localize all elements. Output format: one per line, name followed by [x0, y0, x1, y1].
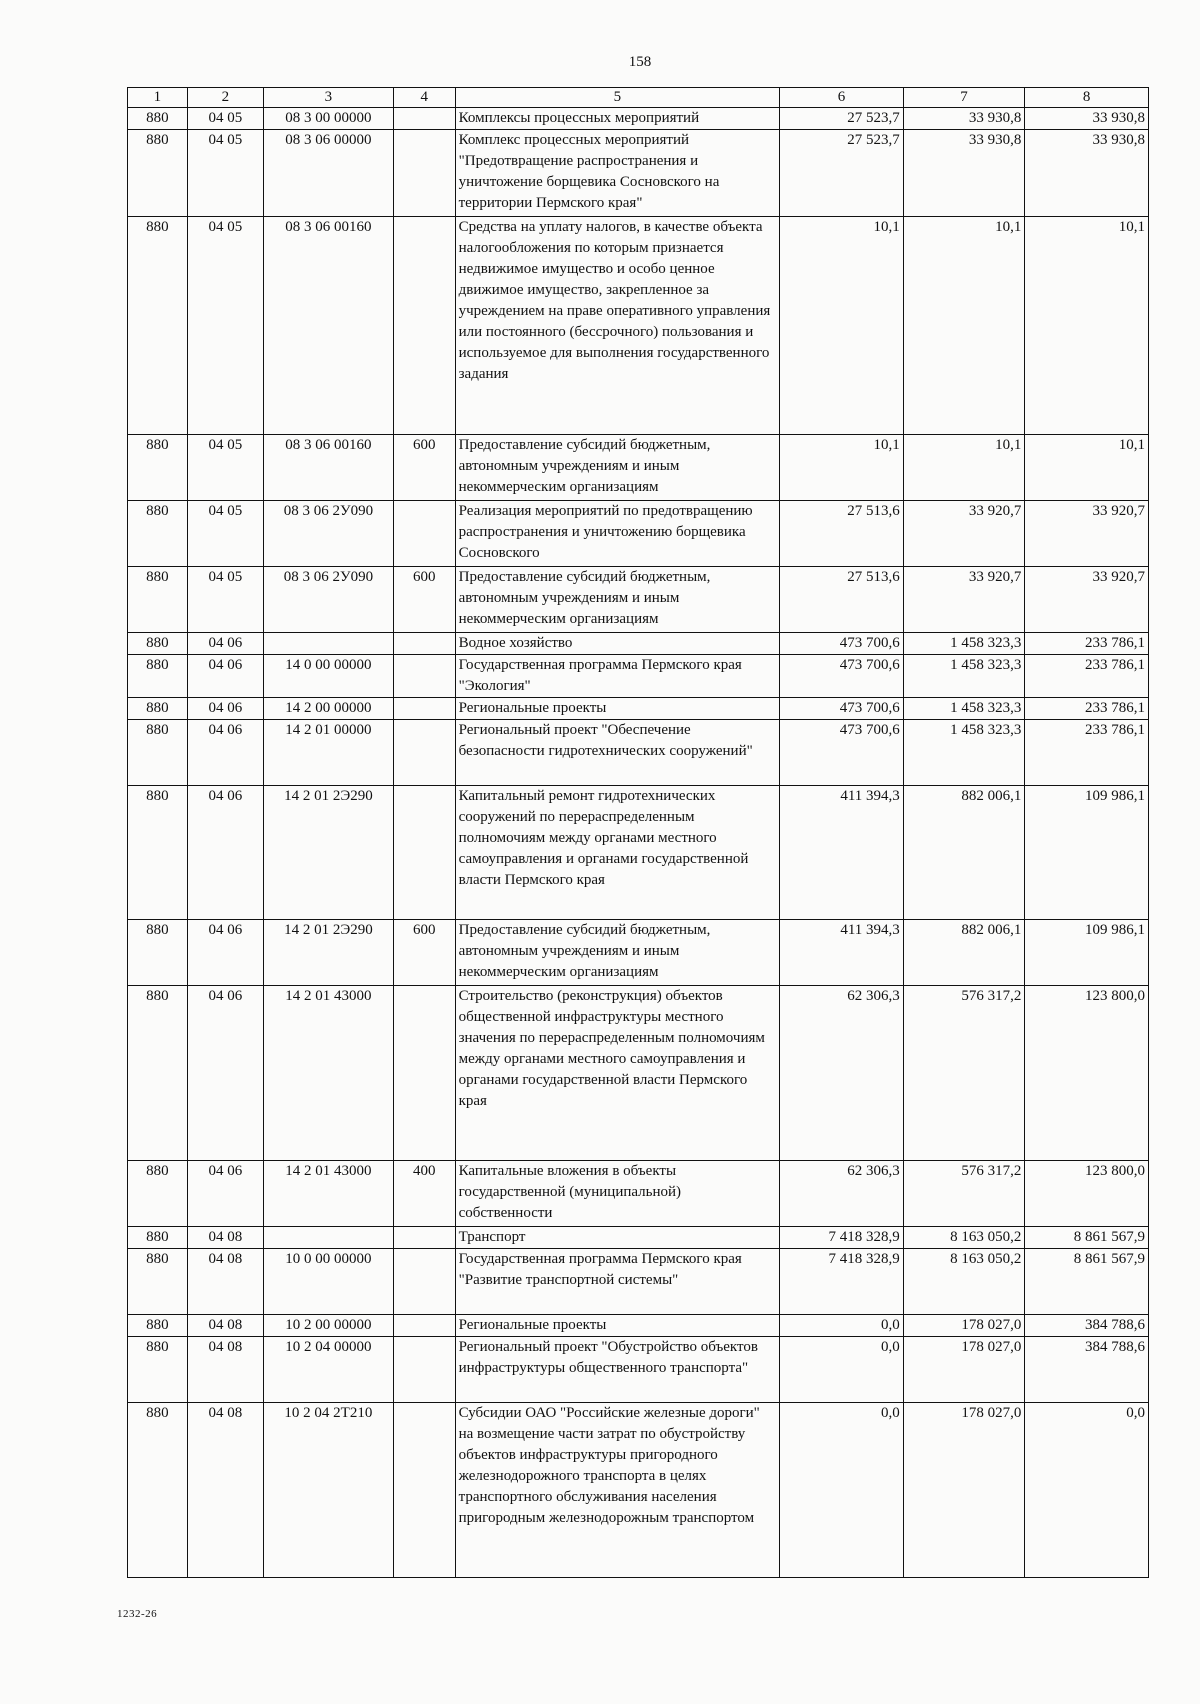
section-cell: 04 06	[187, 986, 263, 1161]
amount-cell: 109 986,1	[1025, 786, 1149, 920]
code-cell: 880	[128, 435, 188, 501]
section-cell: 04 06	[187, 1161, 263, 1227]
code-cell: 880	[128, 567, 188, 633]
target-article-cell: 14 2 01 43000	[263, 1161, 393, 1227]
column-header: 4	[393, 88, 455, 108]
target-article-cell: 14 2 01 00000	[263, 720, 393, 786]
amount-cell: 33 920,7	[1025, 501, 1149, 567]
table-row	[128, 130, 1149, 217]
amount-cell: 33 920,7	[1025, 567, 1149, 633]
description-cell: Предоставление субсидий бюджетным, автономным учреждениям и иным некоммерческим организациям	[455, 435, 780, 501]
budget-table	[127, 87, 1149, 1578]
amount-cell: 0,0	[780, 1337, 904, 1403]
table-row	[128, 1337, 1149, 1403]
target-article-cell: 14 2 01 2Э290	[263, 786, 393, 920]
amount-cell: 10,1	[780, 435, 904, 501]
amount-cell: 33 920,7	[903, 567, 1025, 633]
section-cell: 04 05	[187, 435, 263, 501]
amount-cell: 233 786,1	[1025, 655, 1149, 698]
table-row	[128, 698, 1149, 720]
target-article-cell: 08 3 06 00000	[263, 130, 393, 217]
section-cell: 04 05	[187, 108, 263, 130]
code-cell: 880	[128, 720, 188, 786]
column-header: 7	[903, 88, 1025, 108]
target-article-cell: 08 3 06 00160	[263, 435, 393, 501]
amount-cell: 8 861 567,9	[1025, 1227, 1149, 1249]
table-row	[128, 720, 1149, 786]
amount-cell: 62 306,3	[780, 986, 904, 1161]
amount-cell: 27 513,6	[780, 567, 904, 633]
target-article-cell: 08 3 00 00000	[263, 108, 393, 130]
description-cell: Государственная программа Пермского края "Экология"	[455, 655, 780, 698]
amount-cell: 8 861 567,9	[1025, 1249, 1149, 1315]
column-header-row	[128, 88, 1149, 108]
code-cell: 880	[128, 655, 188, 698]
amount-cell: 10,1	[1025, 217, 1149, 435]
table-row	[128, 567, 1149, 633]
description-cell: Транспорт	[455, 1227, 780, 1249]
column-header: 1	[128, 88, 188, 108]
description-cell: Капитальные вложения в объекты государственной (муниципальной) собственности	[455, 1161, 780, 1227]
amount-cell: 7 418 328,9	[780, 1249, 904, 1315]
target-article-cell: 10 2 04 00000	[263, 1337, 393, 1403]
expense-type-cell: 600	[393, 567, 455, 633]
target-article-cell: 14 2 01 43000	[263, 986, 393, 1161]
amount-cell: 10,1	[780, 217, 904, 435]
expense-type-cell	[393, 655, 455, 698]
amount-cell: 8 163 050,2	[903, 1227, 1025, 1249]
table-row	[128, 1161, 1149, 1227]
target-article-cell: 14 2 00 00000	[263, 698, 393, 720]
table-row	[128, 217, 1149, 435]
amount-cell: 33 930,8	[1025, 130, 1149, 217]
amount-cell: 473 700,6	[780, 720, 904, 786]
table-row	[128, 1249, 1149, 1315]
table-row	[128, 655, 1149, 698]
code-cell: 880	[128, 920, 188, 986]
column-header: 8	[1025, 88, 1149, 108]
code-cell: 880	[128, 1227, 188, 1249]
table-row	[128, 986, 1149, 1161]
description-cell: Региональные проекты	[455, 1315, 780, 1337]
amount-cell: 33 930,8	[903, 108, 1025, 130]
table-row	[128, 1227, 1149, 1249]
code-cell: 880	[128, 786, 188, 920]
code-cell: 880	[128, 108, 188, 130]
amount-cell: 0,0	[780, 1315, 904, 1337]
expense-type-cell	[393, 1403, 455, 1578]
table-row	[128, 1315, 1149, 1337]
amount-cell: 882 006,1	[903, 920, 1025, 986]
code-cell: 880	[128, 986, 188, 1161]
expense-type-cell: 600	[393, 920, 455, 986]
amount-cell: 27 523,7	[780, 108, 904, 130]
amount-cell: 411 394,3	[780, 920, 904, 986]
amount-cell: 473 700,6	[780, 633, 904, 655]
target-article-cell: 08 3 06 2У090	[263, 567, 393, 633]
code-cell: 880	[128, 1161, 188, 1227]
section-cell: 04 06	[187, 633, 263, 655]
amount-cell: 0,0	[1025, 1403, 1149, 1578]
target-article-cell: 10 2 04 2Т210	[263, 1403, 393, 1578]
target-article-cell: 14 2 01 2Э290	[263, 920, 393, 986]
amount-cell: 1 458 323,3	[903, 633, 1025, 655]
amount-cell: 473 700,6	[780, 698, 904, 720]
target-article-cell	[263, 1227, 393, 1249]
amount-cell: 178 027,0	[903, 1315, 1025, 1337]
section-cell: 04 06	[187, 720, 263, 786]
expense-type-cell	[393, 1337, 455, 1403]
target-article-cell: 08 3 06 00160	[263, 217, 393, 435]
column-header: 5	[455, 88, 780, 108]
expense-type-cell	[393, 720, 455, 786]
code-cell: 880	[128, 698, 188, 720]
expense-type-cell	[393, 501, 455, 567]
description-cell: Субсидии ОАО "Российские железные дороги" на возмещение части затрат по обустройству объектов инфраструктуры пригородного железнодорожного транспорта в целях транспортного обслуживания населения пригородным железнодорожным транспортом	[455, 1403, 780, 1578]
description-cell: Строительство (реконструкция) объектов общественной инфраструктуры местного значения по перераспределенным полномочиям между органами местного самоуправления и органами государственной власти Пермского края	[455, 986, 780, 1161]
code-cell: 880	[128, 217, 188, 435]
description-cell: Комплексы процессных мероприятий	[455, 108, 780, 130]
amount-cell: 27 513,6	[780, 501, 904, 567]
target-article-cell: 10 2 00 00000	[263, 1315, 393, 1337]
code-cell: 880	[128, 1337, 188, 1403]
amount-cell: 576 317,2	[903, 1161, 1025, 1227]
section-cell: 04 08	[187, 1315, 263, 1337]
amount-cell: 882 006,1	[903, 786, 1025, 920]
amount-cell: 123 800,0	[1025, 1161, 1149, 1227]
amount-cell: 7 418 328,9	[780, 1227, 904, 1249]
description-cell: Государственная программа Пермского края "Развитие транспортной системы"	[455, 1249, 780, 1315]
section-cell: 04 06	[187, 698, 263, 720]
target-article-cell	[263, 633, 393, 655]
table-row	[128, 920, 1149, 986]
amount-cell: 178 027,0	[903, 1403, 1025, 1578]
amount-cell: 411 394,3	[780, 786, 904, 920]
description-cell: Комплекс процессных мероприятий "Предотвращение распространения и уничтожение борщевика Сосновского на территории Пермского края"	[455, 130, 780, 217]
amount-cell: 384 788,6	[1025, 1337, 1149, 1403]
table-row	[128, 501, 1149, 567]
amount-cell: 8 163 050,2	[903, 1249, 1025, 1315]
amount-cell: 123 800,0	[1025, 986, 1149, 1161]
amount-cell: 233 786,1	[1025, 698, 1149, 720]
description-cell: Региональный проект "Обустройство объектов инфраструктуры общественного транспорта"	[455, 1337, 780, 1403]
table-row	[128, 633, 1149, 655]
description-cell: Региональные проекты	[455, 698, 780, 720]
table-row	[128, 435, 1149, 501]
section-cell: 04 06	[187, 920, 263, 986]
description-cell: Водное хозяйство	[455, 633, 780, 655]
table-row	[128, 786, 1149, 920]
section-cell: 04 05	[187, 130, 263, 217]
target-article-cell: 08 3 06 2У090	[263, 501, 393, 567]
table-body	[128, 108, 1149, 1578]
amount-cell: 33 920,7	[903, 501, 1025, 567]
code-cell: 880	[128, 1315, 188, 1337]
section-cell: 04 08	[187, 1403, 263, 1578]
expense-type-cell	[393, 1315, 455, 1337]
description-cell: Капитальный ремонт гидротехнических сооружений по перераспределенным полномочиям между органами местного самоуправления и органами государственной власти Пермского края	[455, 786, 780, 920]
expense-type-cell	[393, 217, 455, 435]
footer-code: 1232-26	[117, 1608, 158, 1620]
description-cell: Предоставление субсидий бюджетным, автономным учреждениям и иным некоммерческим организациям	[455, 567, 780, 633]
amount-cell: 1 458 323,3	[903, 698, 1025, 720]
amount-cell: 233 786,1	[1025, 720, 1149, 786]
code-cell: 880	[128, 1249, 188, 1315]
page-number: 158	[628, 54, 652, 70]
expense-type-cell: 600	[393, 435, 455, 501]
amount-cell: 10,1	[903, 435, 1025, 501]
amount-cell: 33 930,8	[1025, 108, 1149, 130]
amount-cell: 1 458 323,3	[903, 720, 1025, 786]
amount-cell: 384 788,6	[1025, 1315, 1149, 1337]
amount-cell: 233 786,1	[1025, 633, 1149, 655]
description-cell: Региональный проект "Обеспечение безопасности гидротехнических сооружений"	[455, 720, 780, 786]
amount-cell: 10,1	[1025, 435, 1149, 501]
expense-type-cell	[393, 1249, 455, 1315]
section-cell: 04 06	[187, 655, 263, 698]
section-cell: 04 05	[187, 217, 263, 435]
expense-type-cell	[393, 633, 455, 655]
amount-cell: 27 523,7	[780, 130, 904, 217]
expense-type-cell	[393, 786, 455, 920]
expense-type-cell	[393, 1227, 455, 1249]
section-cell: 04 08	[187, 1227, 263, 1249]
amount-cell: 109 986,1	[1025, 920, 1149, 986]
code-cell: 880	[128, 1403, 188, 1578]
expense-type-cell	[393, 698, 455, 720]
column-header: 6	[780, 88, 904, 108]
description-cell: Реализация мероприятий по предотвращению распространения и уничтожению борщевика Сосновского	[455, 501, 780, 567]
section-cell: 04 06	[187, 786, 263, 920]
table-row	[128, 1403, 1149, 1578]
amount-cell: 33 930,8	[903, 130, 1025, 217]
code-cell: 880	[128, 633, 188, 655]
expense-type-cell: 400	[393, 1161, 455, 1227]
section-cell: 04 08	[187, 1337, 263, 1403]
amount-cell: 0,0	[780, 1403, 904, 1578]
column-header: 2	[187, 88, 263, 108]
section-cell: 04 05	[187, 501, 263, 567]
target-article-cell: 14 0 00 00000	[263, 655, 393, 698]
amount-cell: 1 458 323,3	[903, 655, 1025, 698]
amount-cell: 473 700,6	[780, 655, 904, 698]
description-cell: Средства на уплату налогов, в качестве объекта налогообложения по которым признается недвижимое имущество и особо ценное движимое имущество, закрепленное за учреждением на праве оперативного управления или постоянного (бессрочного) пользования и используемое для выполнения государственного задания	[455, 217, 780, 435]
expense-type-cell	[393, 986, 455, 1161]
column-header: 3	[263, 88, 393, 108]
section-cell: 04 08	[187, 1249, 263, 1315]
table-row	[128, 108, 1149, 130]
expense-type-cell	[393, 108, 455, 130]
description-cell: Предоставление субсидий бюджетным, автономным учреждениям и иным некоммерческим организациям	[455, 920, 780, 986]
expense-type-cell	[393, 130, 455, 217]
amount-cell: 62 306,3	[780, 1161, 904, 1227]
section-cell: 04 05	[187, 567, 263, 633]
code-cell: 880	[128, 501, 188, 567]
amount-cell: 10,1	[903, 217, 1025, 435]
amount-cell: 576 317,2	[903, 986, 1025, 1161]
target-article-cell: 10 0 00 00000	[263, 1249, 393, 1315]
code-cell: 880	[128, 130, 188, 217]
amount-cell: 178 027,0	[903, 1337, 1025, 1403]
